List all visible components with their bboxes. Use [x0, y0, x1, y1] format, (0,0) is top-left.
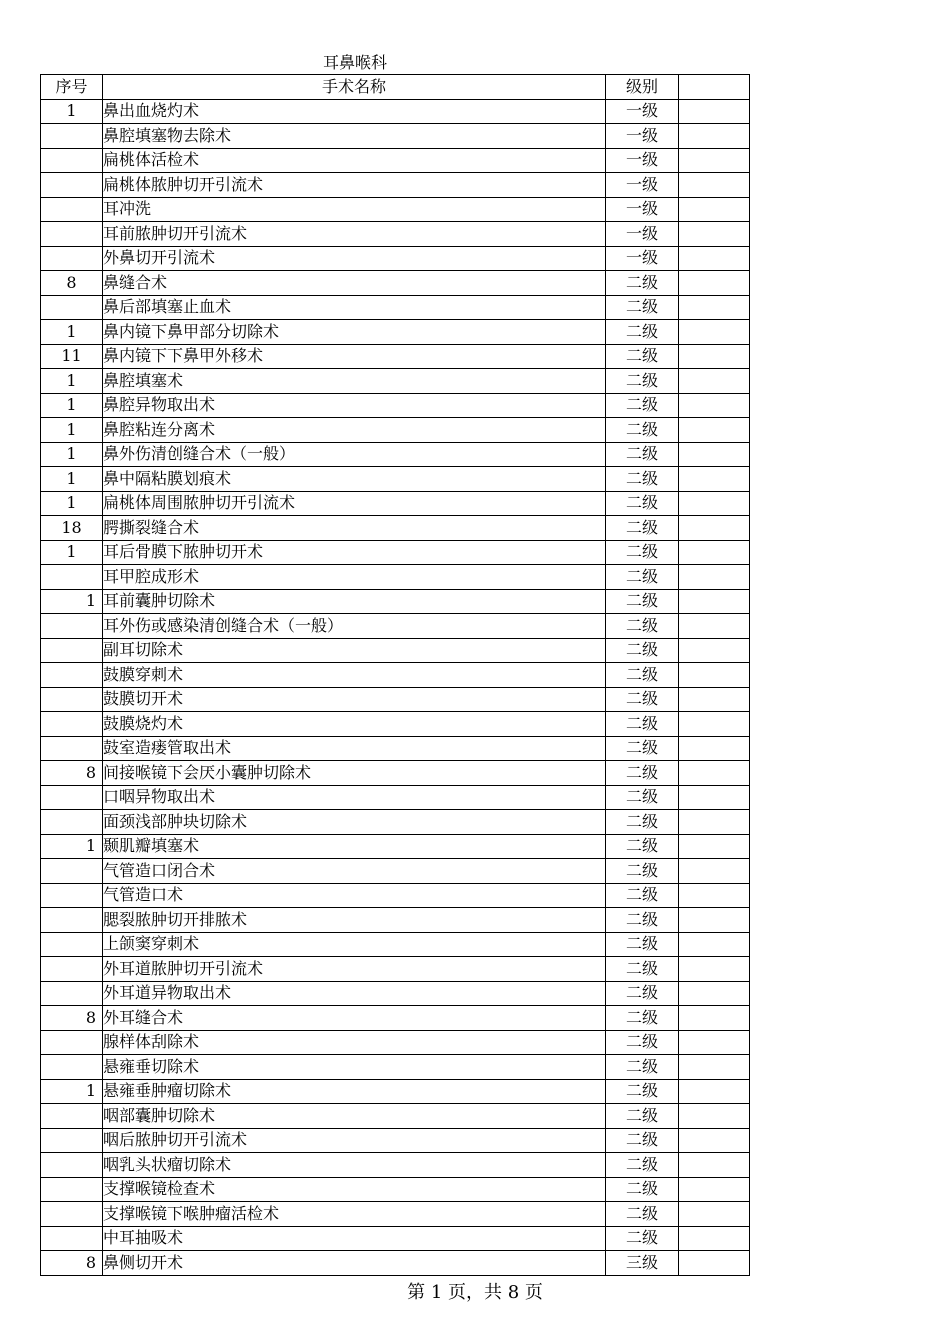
row-seq: 1	[41, 834, 103, 859]
row-seq: 1	[41, 540, 103, 565]
row-extra	[679, 516, 750, 541]
row-seq	[41, 614, 103, 639]
table-row	[41, 957, 750, 982]
row-seq	[41, 883, 103, 908]
table-row	[41, 1104, 750, 1129]
row-seq: 1	[41, 1079, 103, 1104]
table-row	[41, 320, 750, 345]
table-row	[41, 908, 750, 933]
row-seq	[41, 124, 103, 149]
row-name: 中耳抽吸术	[103, 1226, 606, 1251]
table-header-row	[41, 75, 750, 100]
row-extra	[679, 1202, 750, 1227]
table-row	[41, 418, 750, 443]
page-title: 耳鼻喉科	[322, 53, 387, 72]
row-name: 扁桃体脓肿切开引流术	[103, 173, 606, 198]
row-seq	[41, 1055, 103, 1080]
row-level: 二级	[606, 344, 679, 369]
row-seq: 1	[41, 589, 103, 614]
row-name: 外耳缝合术	[103, 1006, 606, 1031]
row-level: 二级	[606, 271, 679, 296]
row-name: 鼻腔粘连分离术	[103, 418, 606, 443]
row-extra	[679, 222, 750, 247]
row-level: 二级	[606, 540, 679, 565]
row-seq	[41, 246, 103, 271]
header-extra	[679, 75, 750, 100]
row-seq	[41, 712, 103, 737]
row-seq	[41, 1202, 103, 1227]
row-extra	[679, 614, 750, 639]
row-level: 二级	[606, 295, 679, 320]
row-extra	[679, 638, 750, 663]
row-level: 二级	[606, 932, 679, 957]
row-extra	[679, 932, 750, 957]
row-level: 二级	[606, 1202, 679, 1227]
row-extra	[679, 565, 750, 590]
row-seq: 18	[41, 516, 103, 541]
row-extra	[679, 981, 750, 1006]
row-seq: 1	[41, 320, 103, 345]
table-row	[41, 565, 750, 590]
row-level: 二级	[606, 418, 679, 443]
table-row	[41, 393, 750, 418]
row-name: 腺样体刮除术	[103, 1030, 606, 1055]
table-row	[41, 834, 750, 859]
table-row	[41, 222, 750, 247]
row-extra	[679, 859, 750, 884]
row-extra	[679, 883, 750, 908]
row-level: 二级	[606, 614, 679, 639]
table-row	[41, 736, 750, 761]
row-seq	[41, 810, 103, 835]
row-extra	[679, 663, 750, 688]
row-name: 鼻腔填塞物去除术	[103, 124, 606, 149]
row-name: 颞肌瓣填塞术	[103, 834, 606, 859]
row-name: 上颌窦穿刺术	[103, 932, 606, 957]
row-seq: 8	[41, 1006, 103, 1031]
row-level: 一级	[606, 222, 679, 247]
table-row	[41, 589, 750, 614]
row-name: 鼓室造瘘管取出术	[103, 736, 606, 761]
row-extra	[679, 197, 750, 222]
row-name: 鼻中隔粘膜划痕术	[103, 467, 606, 492]
row-extra	[679, 418, 750, 443]
row-extra	[679, 834, 750, 859]
row-extra	[679, 173, 750, 198]
row-name: 鼻内镜下下鼻甲外移术	[103, 344, 606, 369]
row-level: 二级	[606, 810, 679, 835]
row-extra	[679, 810, 750, 835]
row-level: 一级	[606, 246, 679, 271]
row-level: 二级	[606, 467, 679, 492]
row-extra	[679, 1079, 750, 1104]
row-seq	[41, 932, 103, 957]
row-seq	[41, 1226, 103, 1251]
row-level: 二级	[606, 491, 679, 516]
row-extra	[679, 908, 750, 933]
row-seq	[41, 1030, 103, 1055]
row-level: 二级	[606, 516, 679, 541]
row-seq	[41, 638, 103, 663]
row-extra	[679, 589, 750, 614]
row-extra	[679, 148, 750, 173]
row-seq	[41, 1153, 103, 1178]
row-seq	[41, 1104, 103, 1129]
row-level: 二级	[606, 1055, 679, 1080]
row-seq	[41, 1177, 103, 1202]
table-row	[41, 173, 750, 198]
row-level: 二级	[606, 1128, 679, 1153]
row-extra	[679, 1030, 750, 1055]
row-extra	[679, 246, 750, 271]
row-seq: 11	[41, 344, 103, 369]
row-extra	[679, 491, 750, 516]
row-extra	[679, 393, 750, 418]
table-row	[41, 687, 750, 712]
row-level: 二级	[606, 638, 679, 663]
row-name: 耳外伤或感染清创缝合术（一般）	[103, 614, 606, 639]
table-row	[41, 614, 750, 639]
row-name: 支撑喉镜下喉肿瘤活检术	[103, 1202, 606, 1227]
row-extra	[679, 124, 750, 149]
row-name: 耳冲洗	[103, 197, 606, 222]
table-row	[41, 785, 750, 810]
row-name: 鼓膜切开术	[103, 687, 606, 712]
row-seq	[41, 981, 103, 1006]
row-level: 二级	[606, 981, 679, 1006]
row-name: 扁桃体活检术	[103, 148, 606, 173]
row-seq: 1	[41, 491, 103, 516]
row-name: 悬雍垂肿瘤切除术	[103, 1079, 606, 1104]
table-row	[41, 1055, 750, 1080]
row-level: 二级	[606, 761, 679, 786]
row-extra	[679, 99, 750, 124]
row-seq	[41, 736, 103, 761]
row-name: 鼻出血烧灼术	[103, 99, 606, 124]
row-name: 鼻内镜下鼻甲部分切除术	[103, 320, 606, 345]
row-seq	[41, 785, 103, 810]
row-name: 咽部囊肿切除术	[103, 1104, 606, 1129]
row-name: 气管造口术	[103, 883, 606, 908]
row-name: 鼻侧切开术	[103, 1251, 606, 1276]
row-extra	[679, 736, 750, 761]
row-name: 鼻腔异物取出术	[103, 393, 606, 418]
row-name: 面颈浅部肿块切除术	[103, 810, 606, 835]
row-level: 三级	[606, 1251, 679, 1276]
row-seq	[41, 173, 103, 198]
row-name: 扁桃体周围脓肿切开引流术	[103, 491, 606, 516]
header-seq: 序号	[41, 75, 103, 100]
page-footer: 第 1 页，共 8 页	[407, 1282, 543, 1303]
table-row	[41, 271, 750, 296]
row-name: 腮裂脓肿切开排脓术	[103, 908, 606, 933]
row-extra	[679, 1104, 750, 1129]
row-extra	[679, 1006, 750, 1031]
row-extra	[679, 344, 750, 369]
row-seq	[41, 222, 103, 247]
row-level: 二级	[606, 1006, 679, 1031]
row-extra	[679, 687, 750, 712]
row-name: 口咽异物取出术	[103, 785, 606, 810]
row-extra	[679, 295, 750, 320]
row-level: 二级	[606, 1079, 679, 1104]
row-level: 二级	[606, 834, 679, 859]
row-level: 一级	[606, 197, 679, 222]
table-row	[41, 810, 750, 835]
row-extra	[679, 785, 750, 810]
table-row	[41, 712, 750, 737]
row-extra	[679, 1153, 750, 1178]
table-row	[41, 981, 750, 1006]
table-row	[41, 467, 750, 492]
row-name: 咽后脓肿切开引流术	[103, 1128, 606, 1153]
row-name: 外耳道异物取出术	[103, 981, 606, 1006]
row-name: 外鼻切开引流术	[103, 246, 606, 271]
row-level: 二级	[606, 589, 679, 614]
table-row	[41, 295, 750, 320]
row-seq: 8	[41, 761, 103, 786]
row-seq	[41, 687, 103, 712]
row-seq	[41, 957, 103, 982]
header-name: 手术名称	[103, 75, 606, 100]
row-extra	[679, 1177, 750, 1202]
row-name: 悬雍垂切除术	[103, 1055, 606, 1080]
table-row	[41, 148, 750, 173]
row-level: 二级	[606, 1153, 679, 1178]
row-level: 一级	[606, 173, 679, 198]
row-name: 鼓膜烧灼术	[103, 712, 606, 737]
row-level: 二级	[606, 565, 679, 590]
table-row	[41, 1079, 750, 1104]
row-extra	[679, 712, 750, 737]
row-seq	[41, 663, 103, 688]
row-level: 二级	[606, 1226, 679, 1251]
row-level: 二级	[606, 785, 679, 810]
table-row	[41, 491, 750, 516]
row-seq	[41, 148, 103, 173]
row-extra	[679, 1251, 750, 1276]
table-row	[41, 638, 750, 663]
row-seq: 1	[41, 467, 103, 492]
row-seq: 1	[41, 369, 103, 394]
row-name: 鼓膜穿刺术	[103, 663, 606, 688]
row-extra	[679, 1055, 750, 1080]
row-level: 二级	[606, 369, 679, 394]
row-level: 二级	[606, 687, 679, 712]
row-seq: 1	[41, 418, 103, 443]
row-name: 耳前脓肿切开引流术	[103, 222, 606, 247]
row-seq	[41, 565, 103, 590]
row-level: 一级	[606, 124, 679, 149]
surgery-table	[40, 74, 750, 1276]
row-name: 鼻外伤清创缝合术（一般）	[103, 442, 606, 467]
row-seq: 1	[41, 99, 103, 124]
table-body	[41, 75, 750, 1276]
row-level: 二级	[606, 908, 679, 933]
table-row	[41, 663, 750, 688]
table-row	[41, 197, 750, 222]
row-seq	[41, 859, 103, 884]
table-row	[41, 516, 750, 541]
row-level: 一级	[606, 148, 679, 173]
table-row	[41, 1226, 750, 1251]
row-name: 耳前囊肿切除术	[103, 589, 606, 614]
table-row	[41, 1202, 750, 1227]
row-level: 二级	[606, 1104, 679, 1129]
table-row	[41, 99, 750, 124]
row-extra	[679, 761, 750, 786]
table-row	[41, 344, 750, 369]
row-seq	[41, 295, 103, 320]
row-seq: 8	[41, 271, 103, 296]
row-seq: 1	[41, 442, 103, 467]
row-name: 气管造口闭合术	[103, 859, 606, 884]
row-extra	[679, 320, 750, 345]
table-row	[41, 124, 750, 149]
table-row	[41, 1177, 750, 1202]
row-name: 支撑喉镜检查术	[103, 1177, 606, 1202]
table-row	[41, 1128, 750, 1153]
row-seq	[41, 197, 103, 222]
row-name: 耳甲腔成形术	[103, 565, 606, 590]
row-level: 二级	[606, 883, 679, 908]
row-name: 咽乳头状瘤切除术	[103, 1153, 606, 1178]
row-extra	[679, 369, 750, 394]
table-row	[41, 932, 750, 957]
row-extra	[679, 540, 750, 565]
row-level: 二级	[606, 736, 679, 761]
row-seq	[41, 908, 103, 933]
row-level: 二级	[606, 1030, 679, 1055]
table-row	[41, 1153, 750, 1178]
table-row	[41, 442, 750, 467]
row-name: 鼻缝合术	[103, 271, 606, 296]
table-row	[41, 883, 750, 908]
table-row	[41, 369, 750, 394]
table-row	[41, 1251, 750, 1276]
table-row	[41, 246, 750, 271]
row-seq: 1	[41, 393, 103, 418]
row-level: 二级	[606, 1177, 679, 1202]
table-row	[41, 540, 750, 565]
row-extra	[679, 271, 750, 296]
row-extra	[679, 1226, 750, 1251]
row-level: 一级	[606, 99, 679, 124]
row-level: 二级	[606, 442, 679, 467]
row-seq	[41, 1128, 103, 1153]
row-extra	[679, 467, 750, 492]
row-level: 二级	[606, 663, 679, 688]
row-name: 鼻腔填塞术	[103, 369, 606, 394]
table-row	[41, 1030, 750, 1055]
row-level: 二级	[606, 393, 679, 418]
row-name: 副耳切除术	[103, 638, 606, 663]
row-name: 鼻后部填塞止血术	[103, 295, 606, 320]
table-row	[41, 859, 750, 884]
row-name: 间接喉镜下会厌小囊肿切除术	[103, 761, 606, 786]
row-name: 耳后骨膜下脓肿切开术	[103, 540, 606, 565]
row-level: 二级	[606, 320, 679, 345]
row-extra	[679, 442, 750, 467]
row-seq: 8	[41, 1251, 103, 1276]
table-row	[41, 761, 750, 786]
row-name: 腭撕裂缝合术	[103, 516, 606, 541]
table-row	[41, 1006, 750, 1031]
row-level: 二级	[606, 859, 679, 884]
row-name: 外耳道脓肿切开引流术	[103, 957, 606, 982]
header-level: 级别	[606, 75, 679, 100]
row-extra	[679, 1128, 750, 1153]
row-level: 二级	[606, 712, 679, 737]
row-extra	[679, 957, 750, 982]
row-level: 二级	[606, 957, 679, 982]
